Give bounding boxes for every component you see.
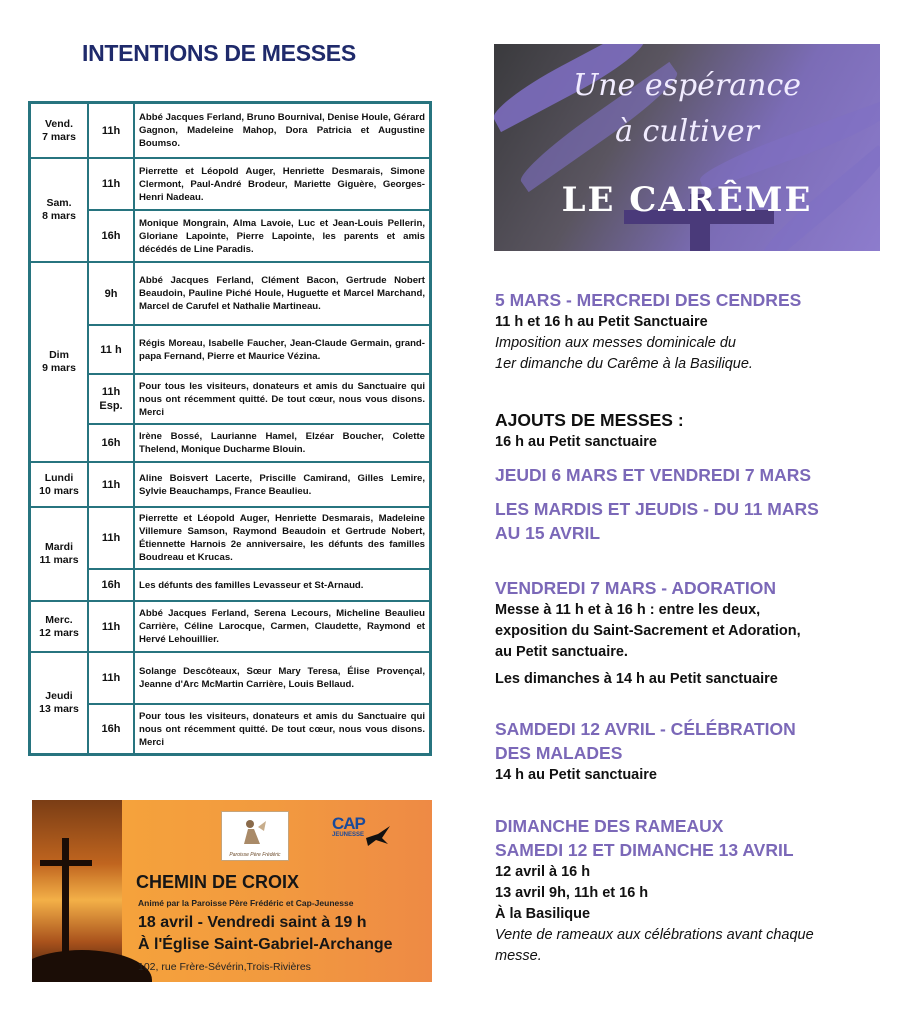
day-cell: Jeudi 13 mars (30, 652, 88, 754)
chemin-address: 102, rue Frère-Sévérin,Trois-Rivières (138, 961, 311, 973)
cendres-time: 11 h et 16 h au Petit Sanctuaire (495, 314, 708, 330)
adoration-line-1: Messe à 11 h et à 16 h : entre les deux, (495, 602, 761, 618)
hour-cell: 9h (88, 262, 134, 325)
hour-cell: 11h (88, 462, 134, 507)
rameaux-section (495, 814, 895, 967)
table-row (30, 103, 430, 158)
cross-sunset-photo (32, 800, 122, 982)
rameaux-note-1: Vente de rameaux aux célébrations avant chaque (495, 927, 814, 943)
table-row (30, 601, 430, 652)
hero-line-1: Une espérance (572, 68, 802, 103)
hero-title: LE CARÊME (561, 180, 813, 220)
day-cell: Merc. 12 mars (30, 601, 88, 652)
intentions-table (28, 101, 432, 756)
names-cell: Pour tous les visiteurs, donateurs et amis du Sanctuaire qui nous ont récemment quitté. De tout cœur, nous vous disons. Merci (134, 704, 430, 754)
ajouts-recurring-1: LES MARDIS ET JEUDIS - DU 11 MARS (495, 499, 819, 519)
names-cell: Pierrette et Léopold Auger, Henriette Desmarais, Madeleine Villemure Samson, Raymond Beaudoin et Gertrude Nobert, Étiennette Harnois 2e anniversaire, les défunts des familles Boudreau et Krucas. (134, 507, 430, 569)
ajouts-recurring-section (495, 497, 895, 545)
adoration-section (495, 576, 895, 690)
cross-bar (40, 860, 92, 866)
hour-cell: 11h (88, 507, 134, 569)
malades-section (495, 717, 895, 786)
adoration-title: VENDREDI 7 MARS - ADORATION (495, 578, 776, 598)
day-cell: Dim 9 mars (30, 262, 88, 462)
cendres-section (495, 288, 895, 375)
hour-cell: 16h (88, 704, 134, 754)
malades-title-2: DES MALADES (495, 743, 623, 763)
saint-figure-icon (240, 817, 268, 845)
names-cell: Abbé Jacques Ferland, Bruno Bournival, Denise Houle, Gérard Gagnon, Madeleine Mahop, Dora Patricia et Augustine Boumso. (134, 103, 430, 158)
names-cell: Monique Mongrain, Alma Lavoie, Luc et Jean-Louis Pellerin, Gloriane Lapointe, Pierre Lapointe, les parents et amis décédés de Line Paradis. (134, 210, 430, 262)
malades-time: 14 h au Petit sanctuaire (495, 767, 657, 783)
table-row (30, 374, 430, 424)
hour-cell: 11h (88, 158, 134, 210)
day-cell: Sam. 8 mars (30, 158, 88, 262)
names-cell: Irène Bossé, Laurianne Hamel, Elzéar Boucher, Colette Thelend, Monique Ducharme Blouin. (134, 424, 430, 462)
hour-cell: 11h (88, 601, 134, 652)
cap-jeunesse-logo (328, 814, 398, 854)
names-cell: Pierrette et Léopold Auger, Henriette Desmarais, Simone Clermont, Paul-André Brodeur, Mariette Giguère, Georges-Henri Nadeau. (134, 158, 430, 210)
table-row (30, 704, 430, 754)
ajouts-time: 16 h au Petit sanctuaire (495, 434, 657, 450)
names-cell: Aline Boisvert Lacerte, Priscille Camirand, Gilles Lemire, Sylvie Beauchamps, France Beaulieu. (134, 462, 430, 507)
hill-silhouette (32, 950, 152, 982)
names-cell: Régis Moreau, Isabelle Faucher, Jean-Claude Germain, grand-papa Fernand, Pierre et Maurice Vézina. (134, 325, 430, 374)
ajouts-dates-section (495, 463, 895, 487)
cendres-note-1: Imposition aux messes dominicale du (495, 335, 736, 351)
day-cell: Vend. 7 mars (30, 103, 88, 158)
table-row (30, 210, 430, 262)
names-cell: Abbé Jacques Ferland, Serena Lecours, Micheline Beaulieu Carrière, Céline Larocque, Carmen, Claudette, Raymond et Hervé Lehouillier. (134, 601, 430, 652)
intentions-title: INTENTIONS DE MESSES (82, 40, 356, 66)
table-row (30, 507, 430, 569)
table-row (30, 158, 430, 210)
adoration-line-3: au Petit sanctuaire. (495, 644, 628, 660)
rameaux-line-1: 12 avril à 16 h (495, 864, 591, 880)
hour-cell: 11h (88, 103, 134, 158)
dove-icon (364, 824, 392, 848)
chemin-de-croix-banner (32, 800, 432, 982)
table-row (30, 325, 430, 374)
table-row (30, 569, 430, 601)
paroisse-logo-text: Paroisse Père Frédéric (229, 852, 281, 858)
hour-cell: 11h (88, 652, 134, 704)
ajouts-dates: JEUDI 6 MARS ET VENDREDI 7 MARS (495, 465, 812, 485)
table-row (30, 652, 430, 704)
chemin-place: À l'Église Saint-Gabriel-Archange (138, 936, 393, 953)
hero-line-2: à cultiver (615, 114, 759, 149)
cendres-title: 5 MARS - MERCREDI DES CENDRES (495, 290, 802, 310)
names-cell: Pour tous les visiteurs, donateurs et amis du Sanctuaire qui nous ont récemment quitté. De tout cœur, nous vous disons. Merci (134, 374, 430, 424)
ajouts-title: AJOUTS DE MESSES : (495, 410, 684, 430)
ajouts-section (495, 408, 895, 453)
table-row (30, 462, 430, 507)
rameaux-title-1: DIMANCHE DES RAMEAUX (495, 816, 724, 836)
hour-cell: 16h (88, 569, 134, 601)
hour-cell: 16h (88, 424, 134, 462)
adoration-line-2: exposition du Saint-Sacrement et Adoration, (495, 623, 801, 639)
chemin-subtitle: Animé par la Paroisse Père Frédéric et Cap-Jeunesse (138, 898, 354, 908)
day-cell: Mardi 11 mars (30, 507, 88, 601)
hour-cell: 16h (88, 210, 134, 262)
hour-cell: 11h Esp. (88, 374, 134, 424)
jeunesse-logo-text: JEUNESSE (332, 832, 365, 838)
careme-hero-banner (494, 44, 880, 251)
names-cell: Les défunts des familles Levasseur et St-Arnaud. (134, 569, 430, 601)
names-cell: Solange Descôteaux, Sœur Mary Teresa, Élise Provençal, Jeanne d'Arc McMartin Carrière, Louis Bellaud. (134, 652, 430, 704)
cross-icon (62, 838, 69, 958)
paroisse-logo (221, 811, 289, 861)
hour-cell: 11 h (88, 325, 134, 374)
chemin-title: CHEMIN DE CROIX (136, 872, 300, 892)
ajouts-recurring-2: AU 15 AVRIL (495, 523, 601, 543)
rameaux-line-3: À la Basilique (495, 906, 591, 922)
rameaux-title-2: SAMEDI 12 ET DIMANCHE 13 AVRIL (495, 840, 794, 860)
names-cell: Abbé Jacques Ferland, Clément Bacon, Gertrude Nobert Beaudoin, Pauline Piché Houle, Huguette et Marcel Marchand, Marcel de Carufel et Nathalie Martineau. (134, 262, 430, 325)
table-row (30, 424, 430, 462)
cendres-note-2: 1er dimanche du Carême à la Basilique. (495, 356, 753, 372)
chemin-date: 18 avril - Vendredi saint à 19 h (138, 914, 367, 931)
adoration-line-4: Les dimanches à 14 h au Petit sanctuaire (495, 671, 778, 687)
table-row (30, 262, 430, 325)
day-cell: Lundi 10 mars (30, 462, 88, 507)
rameaux-line-2: 13 avril 9h, 11h et 16 h (495, 885, 649, 901)
cap-logo-text: CAP (332, 814, 365, 833)
malades-title-1: SAMDEDI 12 AVRIL - CÉLÉBRATION (495, 719, 796, 739)
rameaux-note-2: messe. (495, 948, 542, 964)
